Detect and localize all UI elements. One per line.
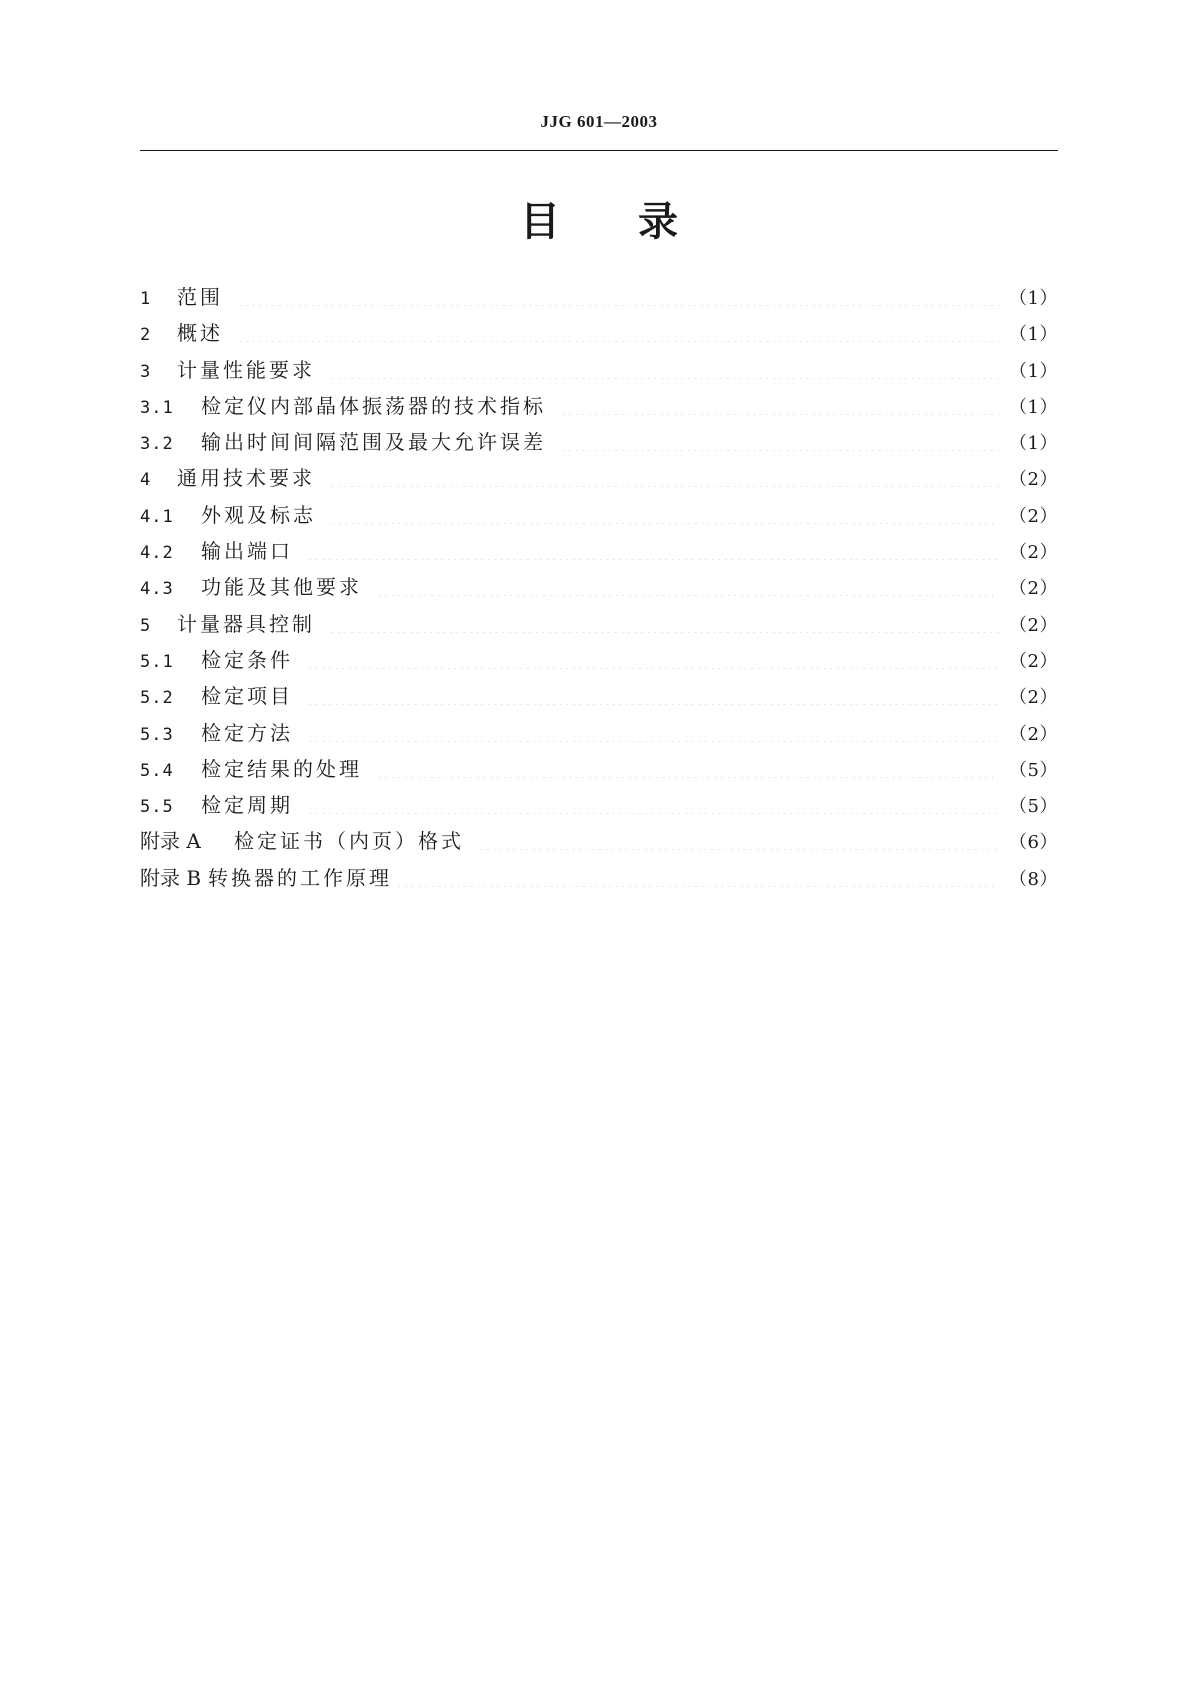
- toc-entry[interactable]: [140, 641, 1058, 677]
- toc-entry[interactable]: [140, 278, 1058, 314]
- toc-entry-page: （5）: [1009, 796, 1058, 818]
- dot-leader: [307, 679, 999, 705]
- toc-entry-label: 外观及标志: [201, 502, 316, 527]
- dot-leader: [307, 534, 999, 560]
- toc-entry[interactable]: [140, 459, 1058, 495]
- toc-entry-page: （1）: [1009, 396, 1058, 418]
- toc-entry-number: 3: [140, 361, 152, 382]
- header-divider: [140, 150, 1058, 151]
- toc-entry-number: 5.3: [140, 724, 174, 745]
- dot-leader: [560, 389, 999, 415]
- dot-leader: [307, 716, 999, 742]
- toc-entry-number: 4.3: [140, 579, 174, 600]
- toc-entry[interactable]: [140, 786, 1058, 822]
- toc-entry-label: 检定仪内部晶体振荡器的技术指标: [201, 393, 546, 418]
- dot-leader: [376, 752, 999, 778]
- toc-entry[interactable]: [140, 532, 1058, 568]
- toc-entry[interactable]: [140, 351, 1058, 387]
- toc-entry-label: 检定证书（内页）格式: [234, 829, 464, 854]
- toc-entry-label: 通用技术要求: [177, 466, 315, 491]
- toc-entry-number: 3.1: [140, 397, 174, 418]
- toc-entry-label: 检定条件: [201, 647, 293, 672]
- toc-entry-label: 输出时间间隔范围及最大允许误差: [201, 430, 546, 455]
- toc-entry-label: 计量性能要求: [177, 357, 315, 382]
- dot-leader: [330, 498, 999, 524]
- title-char-1: 目: [520, 199, 560, 245]
- toc-entry-page: （2）: [1009, 723, 1058, 745]
- dot-leader: [329, 353, 999, 379]
- toc-entry-label: 检定周期: [201, 793, 293, 818]
- dot-leader: [329, 607, 999, 633]
- dot-leader: [307, 643, 999, 669]
- dot-leader: [329, 461, 999, 487]
- toc-entry-number: 4: [140, 470, 152, 491]
- toc-entry[interactable]: [140, 568, 1058, 604]
- toc-entry-page: （2）: [1009, 542, 1058, 564]
- dot-leader: [478, 824, 999, 850]
- toc-entry-page: （2）: [1009, 614, 1058, 636]
- toc-entry-label: 转换器的工作原理: [208, 865, 392, 890]
- toc-entry-number: 附录 A: [140, 829, 201, 854]
- toc-entry-page: （5）: [1009, 759, 1058, 781]
- toc-entry[interactable]: [140, 605, 1058, 641]
- toc-entry-number: 2: [140, 325, 152, 346]
- toc-entry-number: 5.5: [140, 797, 174, 818]
- toc-entry-label: 功能及其他要求: [201, 575, 362, 600]
- toc-entry-label: 计量器具控制: [177, 611, 315, 636]
- toc-entry-label: 范围: [177, 285, 223, 309]
- dot-leader: [396, 861, 999, 887]
- document-code-header: JJG 601—2003: [540, 112, 658, 131]
- toc-entry-label: 检定项目: [201, 684, 293, 709]
- toc-entry-page: （1）: [1009, 324, 1058, 346]
- page-title: [140, 196, 1058, 248]
- toc-entry-number: 5.1: [140, 651, 174, 672]
- dot-leader: [237, 316, 999, 342]
- toc-entry-number: 附录 B: [140, 865, 202, 890]
- toc-entry-number: 5.2: [140, 688, 174, 709]
- dot-leader: [307, 788, 999, 814]
- toc-entry-number: 4.1: [140, 506, 174, 527]
- toc-entry-page: （2）: [1009, 650, 1058, 672]
- toc-entry[interactable]: [140, 314, 1058, 350]
- title-char-2: 录: [638, 199, 678, 245]
- toc-entry[interactable]: [140, 859, 1058, 895]
- toc-entry[interactable]: [140, 423, 1058, 459]
- dot-leader: [560, 425, 999, 451]
- toc-entry-number: 5: [140, 615, 152, 636]
- toc-entry[interactable]: [140, 750, 1058, 786]
- toc-entry-number: 5.4: [140, 760, 174, 781]
- toc-entry[interactable]: [140, 677, 1058, 713]
- toc-entry-label: 检定结果的处理: [201, 756, 362, 781]
- toc-entry-page: （1）: [1009, 433, 1058, 455]
- toc-entry-page: （1）: [1009, 288, 1058, 309]
- toc-entry-label: 概述: [177, 321, 223, 346]
- toc-entry-label: 检定方法: [201, 720, 293, 745]
- toc-entry-page: （2）: [1009, 687, 1058, 709]
- toc-entry-page: （8）: [1009, 868, 1058, 890]
- toc-entry[interactable]: [140, 822, 1058, 858]
- table-of-contents: [140, 278, 1058, 895]
- toc-entry-page: （2）: [1009, 578, 1058, 600]
- toc-entry-number: 1: [140, 289, 152, 309]
- toc-entry-page: （2）: [1009, 505, 1058, 527]
- toc-entry[interactable]: [140, 387, 1058, 423]
- dot-leader: [237, 280, 999, 306]
- toc-entry[interactable]: [140, 496, 1058, 532]
- toc-entry-page: （6）: [1009, 832, 1058, 854]
- toc-entry-number: 4.2: [140, 543, 174, 564]
- toc-entry-page: （1）: [1009, 360, 1058, 382]
- toc-entry-number: 3.2: [140, 434, 174, 455]
- toc-entry[interactable]: [140, 714, 1058, 750]
- toc-entry-label: 输出端口: [201, 539, 293, 564]
- dot-leader: [376, 570, 999, 596]
- toc-entry-page: （2）: [1009, 469, 1058, 491]
